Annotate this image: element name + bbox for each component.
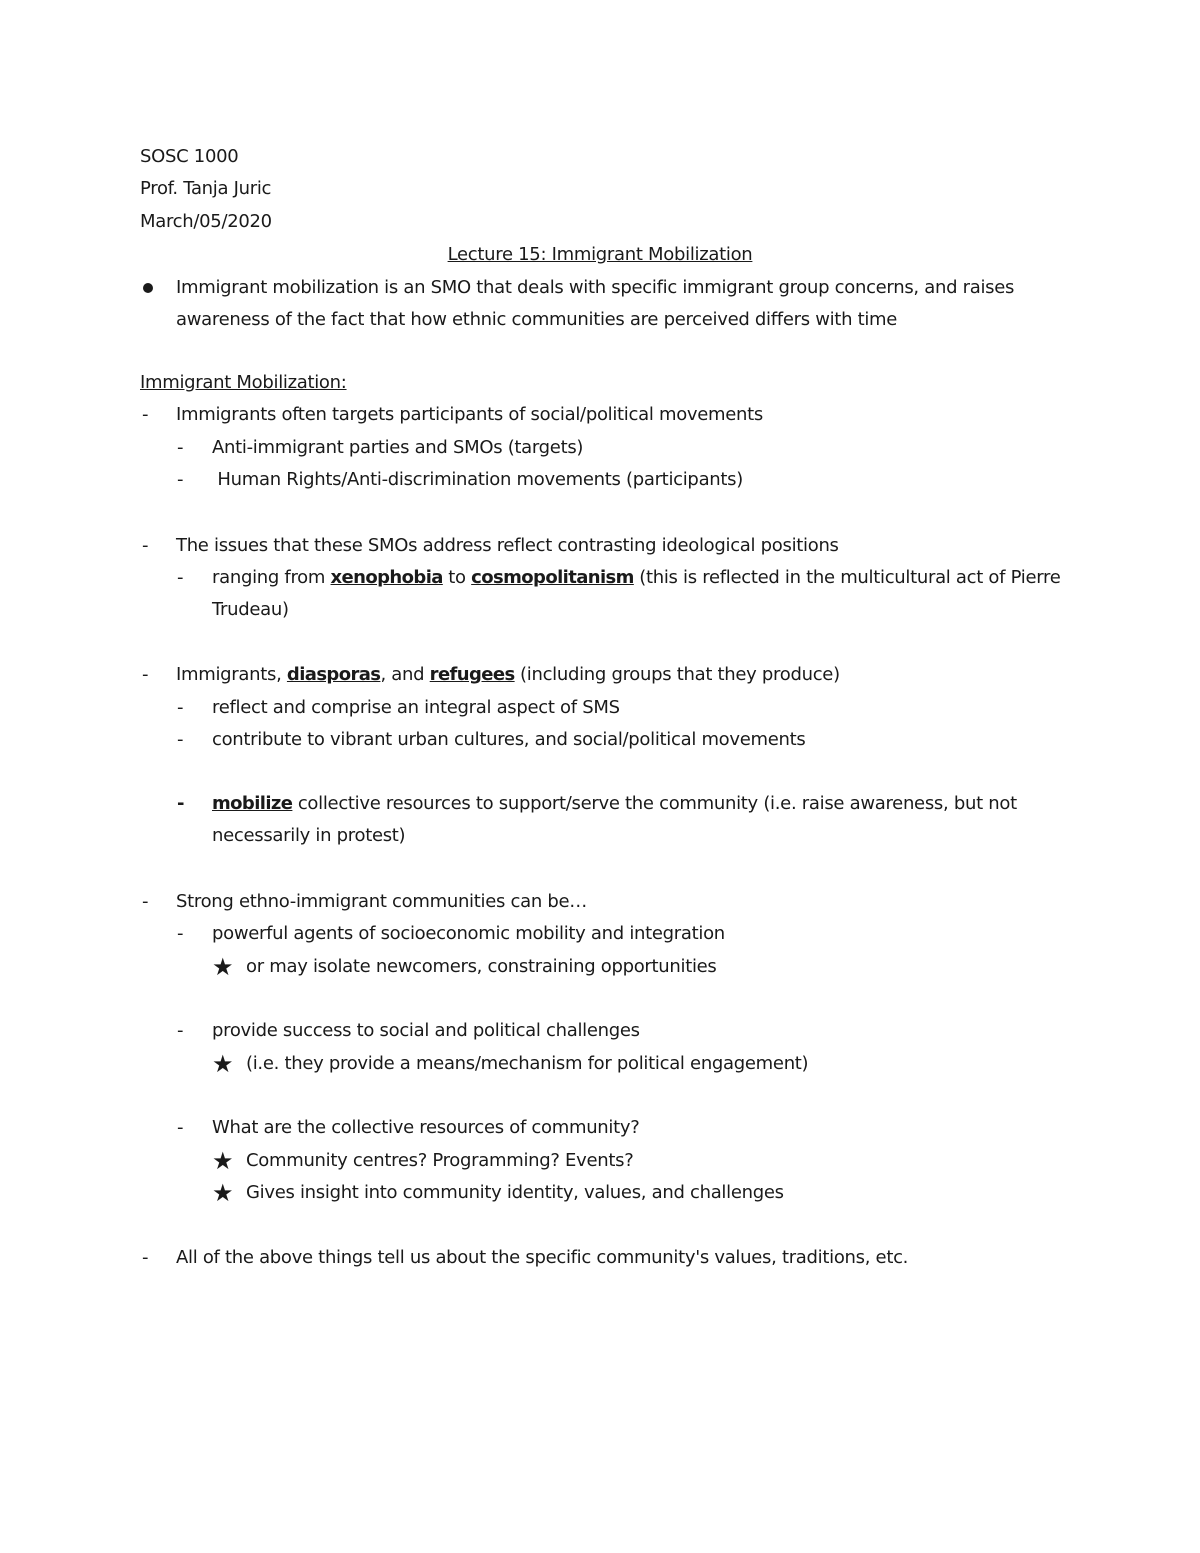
list-subitem-continued: necessarily in protest)	[212, 825, 406, 846]
list-subitem: powerful agents of socioeconomic mobility and integration	[212, 923, 725, 944]
dash-marker: -	[142, 535, 149, 556]
dash-marker: -	[177, 1020, 184, 1041]
list-item: Strong ethno-immigrant communities can be…	[176, 891, 587, 912]
dash-marker: -	[142, 404, 149, 425]
dash-marker: -	[177, 793, 185, 814]
lecture-title-text: Lecture 15: Immigrant Mobilization	[447, 244, 753, 265]
dash-marker: -	[142, 1247, 149, 1268]
star-subitem: or may isolate newcomers, constraining opportunities	[246, 956, 717, 977]
list-subitem	[212, 566, 1061, 590]
star-icon: ★	[212, 1050, 234, 1078]
list-subitem: reflect and comprise an integral aspect of SMS	[212, 697, 620, 718]
dash-marker: -	[177, 437, 184, 458]
list-item: Immigrants often targets participants of social/political movements	[176, 404, 763, 425]
keyword-refugees: refugees	[429, 664, 515, 685]
keyword-xenophobia: xenophobia	[330, 567, 443, 588]
keyword-cosmopolitanism: cosmopolitanism	[471, 567, 634, 588]
list-item: All of the above things tell us about the specific community's values, traditions, etc.	[176, 1247, 909, 1268]
bullet-dot-icon	[143, 283, 153, 293]
list-subitem: provide success to social and political challenges	[212, 1020, 640, 1041]
text-run: to	[442, 567, 472, 588]
dash-marker: -	[142, 891, 149, 912]
text-run: ranging from	[212, 567, 331, 588]
lecture-date: March/05/2020	[140, 211, 272, 232]
section-heading: Immigrant Mobilization:	[140, 372, 347, 393]
dash-marker: -	[177, 729, 184, 750]
list-subitem: What are the collective resources of community?	[212, 1117, 640, 1138]
text-run: Immigrants,	[176, 664, 287, 685]
list-subitem-continued: Trudeau)	[212, 599, 289, 620]
text-run: collective resources to support/serve the community (i.e. raise awareness, but not	[292, 793, 1017, 814]
text-run: , and	[380, 664, 430, 685]
list-subitem: Anti-immigrant parties and SMOs (targets)	[212, 437, 584, 458]
star-icon: ★	[212, 1147, 234, 1175]
keyword-mobilize: mobilize	[212, 793, 293, 814]
dash-marker: -	[177, 923, 184, 944]
list-subitem: Human Rights/Anti-discrimination movements (participants)	[212, 469, 743, 490]
intro-line-1: Immigrant mobilization is an SMO that deals with specific immigrant group concerns, and raises	[176, 277, 1015, 298]
star-subitem: Gives insight into community identity, values, and challenges	[246, 1182, 784, 1203]
professor-name: Prof. Tanja Juric	[140, 178, 272, 199]
list-subitem	[212, 792, 1017, 816]
star-icon: ★	[212, 953, 234, 981]
text-run: (including groups that they produce)	[514, 664, 840, 685]
intro-line-2: awareness of the fact that how ethnic communities are perceived differs with time	[176, 309, 898, 330]
dash-marker: -	[177, 697, 184, 718]
dash-marker: -	[177, 1117, 184, 1138]
list-subitem: contribute to vibrant urban cultures, and social/political movements	[212, 729, 806, 750]
list-item: The issues that these SMOs address reflect contrasting ideological positions	[176, 535, 839, 556]
dash-marker: -	[142, 664, 149, 685]
star-subitem: Community centres? Programming? Events?	[246, 1150, 634, 1171]
keyword-diasporas: diasporas	[286, 664, 381, 685]
dash-marker: -	[177, 469, 184, 490]
star-subitem: (i.e. they provide a means/mechanism for political engagement)	[246, 1053, 809, 1074]
dash-marker: -	[177, 567, 184, 588]
list-item	[176, 663, 840, 687]
star-icon: ★	[212, 1179, 234, 1207]
text-run: (this is reflected in the multicultural act of Pierre	[633, 567, 1061, 588]
course-code: SOSC 1000	[140, 146, 239, 167]
lecture-title	[0, 243, 1200, 267]
